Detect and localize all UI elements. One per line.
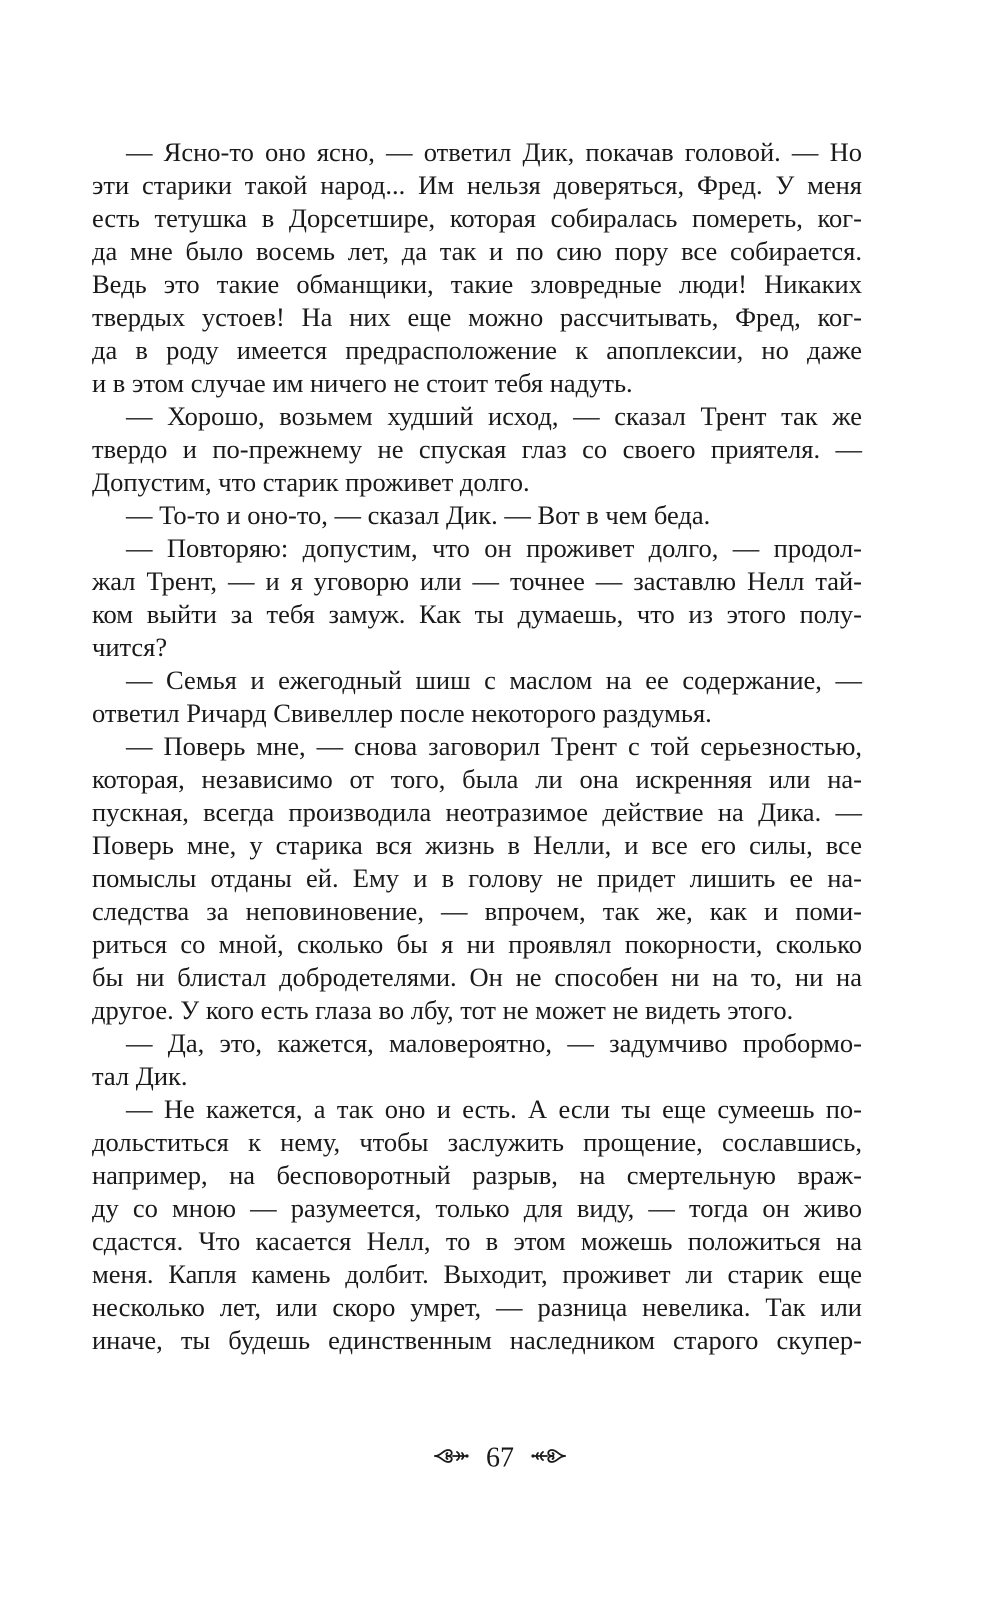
- text-line: — Повторяю: допустим, что он проживет долго, — продол-: [126, 533, 862, 563]
- text-line: твердо и по-прежнему не спуская глаз со своего приятеля. —: [92, 434, 862, 464]
- text-line: — Хорошо, возьмем худший исход, — сказал Трент так же: [126, 401, 862, 431]
- text-line: — Не кажется, а так оно и есть. А если ты еще сумеешь по-: [126, 1094, 862, 1124]
- text-line: меня. Капля камень долбит. Выходит, проживет ли старик еще: [92, 1259, 862, 1289]
- text-line: несколько лет, или скоро умрет, — разница невелика. Так или: [92, 1292, 862, 1322]
- text-line: — Ясно-то оно ясно, — ответил Дик, покачав головой. — Но: [126, 137, 862, 167]
- text-line: помыслы отданы ей. Ему и в голову не придет лишить ее на-: [92, 863, 862, 893]
- text-line: ответил Ричард Свивеллер после некоторого раздумья.: [92, 698, 712, 728]
- text-line: например, на бесповоротный разрыв, на смертельную враж-: [92, 1160, 862, 1190]
- text-line: есть тетушка в Дорсетшире, которая собиралась помереть, ког-: [92, 203, 862, 233]
- text-line: Допустим, что старик проживет долго.: [92, 467, 530, 497]
- text-line: следства за неповиновение, — впрочем, так же, как и поми-: [92, 896, 862, 926]
- text-line: — Да, это, кажется, маловероятно, — задумчиво пробормо-: [126, 1028, 862, 1058]
- text-line: чится?: [92, 632, 168, 662]
- text-line: Поверь мне, у старика вся жизнь в Нелли, и все его силы, все: [92, 830, 862, 860]
- text-line: тал Дик.: [92, 1061, 188, 1091]
- text-line: дольститься к нему, чтобы заслужить прощение, сославшись,: [92, 1127, 862, 1157]
- page-number: 67: [486, 1442, 514, 1474]
- page-footer: [0, 1440, 1000, 1476]
- text-line: ком выйти за тебя замуж. Как ты думаешь, что из этого полу-: [92, 599, 862, 629]
- text-line: жал Трент, — и я уговорю или — точнее — заставлю Нелл тай-: [92, 566, 862, 596]
- text-line: ду со мною — разумеется, только для виду, — тогда он живо: [92, 1193, 862, 1223]
- text-line: да мне было восемь лет, да так и по сию пору все собирается.: [92, 236, 862, 266]
- text-line: сдастся. Что касается Нелл, то в этом можешь положиться на: [92, 1226, 862, 1256]
- text-line: другое. У кого есть глаза во лбу, тот не может не видеть этого.: [92, 995, 794, 1025]
- text-line: — Семья и ежегодный шиш с маслом на ее содержание, —: [126, 665, 862, 695]
- text-line: иначе, ты будешь единственным наследником старого скупер-: [92, 1325, 862, 1355]
- text-line: да в роду имеется предрасположение к апоплексии, но даже: [92, 335, 862, 365]
- text-line: бы ни блистал добродетелями. Он не способен ни на то, ни на: [92, 962, 862, 992]
- text-line: — Поверь мне, — снова заговорил Трент с той серьезностью,: [126, 731, 862, 761]
- body-text: [92, 136, 862, 1357]
- fleuron-left-icon: [433, 1442, 469, 1476]
- text-line: и в этом случае им ничего не стоит тебя надуть.: [92, 368, 633, 398]
- text-line: твердых устоев! На них еще можно рассчитывать, Фред, ког-: [92, 302, 862, 332]
- fleuron-right-icon: [531, 1442, 567, 1476]
- text-line: риться со мной, сколько бы я ни проявлял покорности, сколько: [92, 929, 862, 959]
- text-line: пускная, всегда производила неотразимое действие на Дика. —: [92, 797, 862, 827]
- text-line: — То-то и оно-то, — сказал Дик. — Вот в чем беда.: [126, 500, 711, 530]
- text-line: Ведь это такие обманщики, такие зловредные люди! Никаких: [92, 269, 862, 299]
- text-line: которая, независимо от того, была ли она искренняя или на-: [92, 764, 862, 794]
- text-line: эти старики такой народ... Им нельзя доверяться, Фред. У меня: [92, 170, 862, 200]
